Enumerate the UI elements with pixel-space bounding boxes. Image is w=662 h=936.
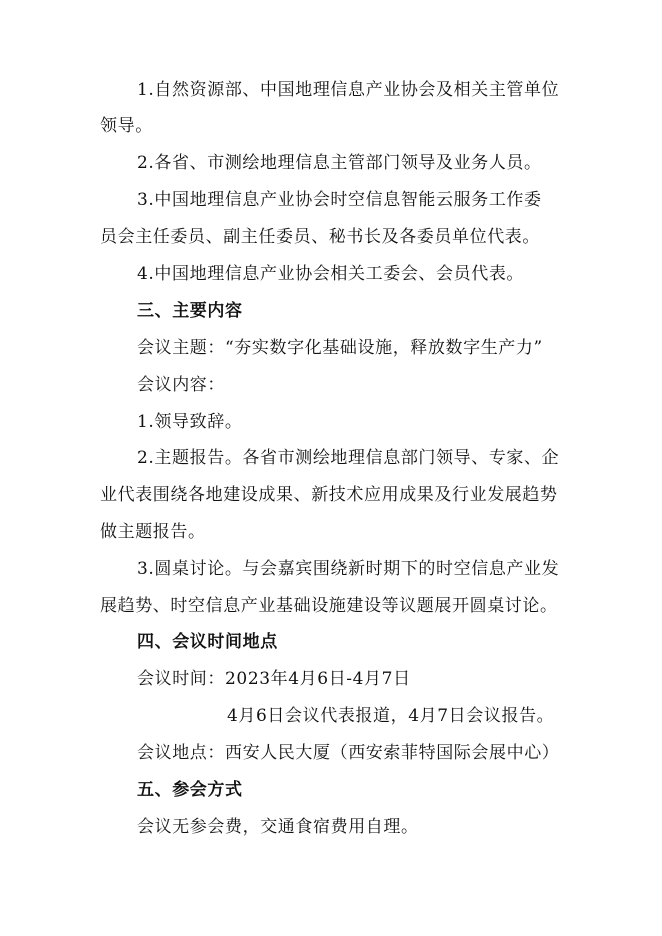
content-item-2-line-1: 2.主题报告。各省市测绘地理信息部门领导、专家、企 <box>137 448 560 468</box>
content-item-3-line-1: 3.圆桌讨论。与会嘉宾围绕新时期下的时空信息产业发 <box>137 559 560 579</box>
content-item-3-line-2: 展趋势、时空信息产业基础设施建设等议题展开圆桌讨论。 <box>100 596 558 616</box>
meeting-content-label: 会议内容： <box>137 375 225 395</box>
content-item-2-line-2: 业代表围绕各地建设成果、新技术应用成果及行业发展趋势 <box>100 485 558 505</box>
meeting-location: 会议地点：西安人民大厦（西安索菲特国际会展中心） <box>137 743 560 763</box>
meeting-schedule: 4月6日会议代表报道，4月7日会议报告。 <box>227 706 555 726</box>
attendee-item-3-line-1: 3.中国地理信息产业协会时空信息智能云服务工作委 <box>137 190 542 210</box>
content-item-1: 1.领导致辞。 <box>137 412 243 432</box>
meeting-theme: 会议主题：“夯实数字化基础设施，释放数字生产力” <box>137 338 543 358</box>
section-heading-main-content: 三、主要内容 <box>137 301 243 321</box>
participation-fee-note: 会议无参会费，交通食宿费用自理。 <box>137 817 419 837</box>
attendee-item-2: 2.各省、市测绘地理信息主管部门领导及业务人员。 <box>137 153 542 173</box>
section-heading-participation: 五、参会方式 <box>137 780 243 800</box>
attendee-item-1-line-2: 领导。 <box>100 116 153 136</box>
attendee-item-3-line-2: 员会主任委员、副主任委员、秘书长及各委员单位代表。 <box>100 227 540 247</box>
content-item-2-line-3: 做主题报告。 <box>100 522 206 542</box>
meeting-time: 会议时间：2023年4月6日-4月7日 <box>137 669 411 689</box>
section-heading-time-place: 四、会议时间地点 <box>137 632 278 652</box>
attendee-item-4: 4.中国地理信息产业协会相关工委会、会员代表。 <box>137 264 525 284</box>
attendee-item-1-line-1: 1.自然资源部、中国地理信息产业协会及相关主管单位 <box>137 80 560 100</box>
